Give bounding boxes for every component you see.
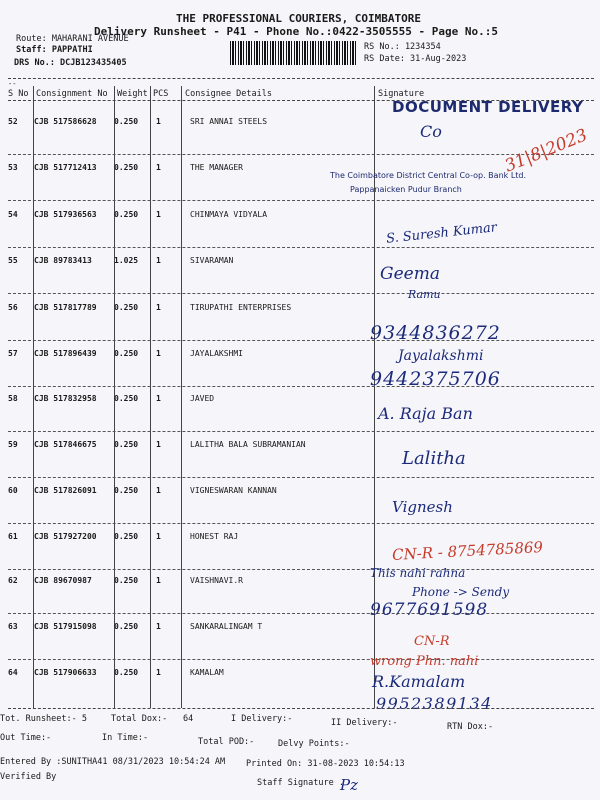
row-weight: 0.250 bbox=[114, 622, 139, 631]
document-delivery-stamp: DOCUMENT DELIVERY bbox=[392, 98, 584, 116]
row-divider bbox=[8, 293, 594, 294]
row-consignment: CJB 517915098 bbox=[34, 622, 97, 631]
row-weight: 0.250 bbox=[114, 163, 139, 172]
row-divider bbox=[8, 477, 594, 478]
row-pcs: 1 bbox=[156, 532, 161, 541]
row-pcs: 1 bbox=[156, 210, 161, 219]
rs-number: RS No.: 1234354 bbox=[364, 42, 441, 52]
row-sno: 64 bbox=[8, 668, 18, 677]
row-pcs: 1 bbox=[156, 394, 161, 403]
row-sno: 53 bbox=[8, 163, 18, 172]
row-divider bbox=[8, 613, 594, 614]
drs-number: DRS No.: DCJB123435405 bbox=[14, 58, 127, 68]
row-consignee: TIRUPATHI ENTERPRISES bbox=[190, 303, 292, 312]
route-label: Route: MAHARANI AVENUE bbox=[16, 34, 129, 44]
row-consignee: JAVED bbox=[190, 394, 215, 403]
company-title: THE PROFESSIONAL COURIERS, COIMBATORE bbox=[176, 12, 422, 25]
signature-row-58: A. Raja Ban bbox=[378, 404, 473, 423]
runsheet-title: Delivery Runsheet - P41 - Phone No.:0422-3505555 - Page No.:5 bbox=[94, 25, 498, 38]
row-consignment: CJB 517927200 bbox=[34, 532, 97, 541]
in-time: In Time:- bbox=[102, 733, 149, 743]
row-consignment: CJB 517846675 bbox=[34, 440, 97, 449]
footer-divider bbox=[8, 708, 594, 709]
row-consignee: THE MANAGER bbox=[190, 163, 243, 172]
staff-signature-label: Staff Signature . bbox=[257, 778, 344, 788]
table-row bbox=[0, 210, 600, 257]
row-pcs: 1 bbox=[156, 349, 161, 358]
row-sno: 55 bbox=[8, 256, 18, 265]
signature-row-52: Co bbox=[420, 122, 442, 141]
note-row-63-a: CN-R bbox=[414, 634, 450, 649]
row-divider bbox=[8, 523, 594, 524]
rtn-dox: RTN Dox:- bbox=[447, 722, 494, 732]
row-sno: 54 bbox=[8, 210, 18, 219]
header-dash-marks: -- bbox=[8, 80, 17, 88]
row-pcs: 1 bbox=[156, 486, 161, 495]
signature-row-55: Geema bbox=[380, 264, 440, 284]
printed-on: Printed On: 31-08-2023 10:54:13 bbox=[246, 759, 405, 769]
row-sno: 52 bbox=[8, 117, 18, 126]
row-sno: 61 bbox=[8, 532, 18, 541]
row-consignee: SANKARALINGAM T bbox=[190, 622, 263, 631]
delvy-points: Delvy Points:- bbox=[278, 739, 350, 749]
table-row bbox=[0, 256, 600, 303]
row-consignee: CHINMAYA VIDYALA bbox=[190, 210, 268, 219]
total-dox-label: Total Dox:- bbox=[111, 714, 168, 724]
phone-row-57: 9442375706 bbox=[370, 368, 501, 390]
row-consignee: VIGNESWARAN KANNAN bbox=[190, 486, 277, 495]
row-divider bbox=[8, 247, 594, 248]
row-sno: 62 bbox=[8, 576, 18, 585]
staff-signature: Pz bbox=[340, 776, 358, 794]
row-consignment: CJB 517906633 bbox=[34, 668, 97, 677]
row-pcs: 1 bbox=[156, 668, 161, 677]
row-weight: 0.250 bbox=[114, 576, 139, 585]
signature-row-54: S. Suresh Kumar bbox=[385, 220, 498, 247]
row-consignee: SIVARAMAN bbox=[190, 256, 234, 265]
row-weight: 0.250 bbox=[114, 117, 139, 126]
total-dox-value: 64 bbox=[183, 714, 194, 724]
row-weight: 0.250 bbox=[114, 210, 139, 219]
ii-delivery: II Delivery:- bbox=[331, 718, 398, 728]
row-consignment: CJB 517896439 bbox=[34, 349, 97, 358]
row-pcs: 1 bbox=[156, 576, 161, 585]
row-divider bbox=[8, 569, 594, 570]
row-consignment: CJB 517832958 bbox=[34, 394, 97, 403]
row-consignment: CJB 517817789 bbox=[34, 303, 97, 312]
col-signature: Signature bbox=[378, 89, 425, 99]
table-row bbox=[0, 622, 600, 669]
col-consignee: Consignee Details bbox=[185, 89, 272, 99]
signature-row-60: Vignesh bbox=[392, 498, 453, 516]
phone-row-62: 9677691598 bbox=[370, 600, 489, 620]
col-consignment: Consignment No bbox=[36, 89, 108, 99]
note-row-62-a: This nahi rahna bbox=[370, 566, 466, 580]
row-weight: 0.250 bbox=[114, 349, 139, 358]
row-weight: 0.250 bbox=[114, 303, 139, 312]
row-pcs: 1 bbox=[156, 256, 161, 265]
out-time: Out Time:- bbox=[0, 733, 52, 743]
row-pcs: 1 bbox=[156, 622, 161, 631]
signature-row-64: R.Kamalam bbox=[372, 672, 466, 691]
row-consignment: CJB 517936563 bbox=[34, 210, 97, 219]
staff-label: Staff: PAPPATHI bbox=[16, 45, 93, 55]
note-row-62-b: Phone -> Sendy bbox=[412, 585, 510, 599]
row-consignee: LALITHA BALA SUBRAMANIAN bbox=[190, 440, 306, 449]
row-consignment: CJB 89670987 bbox=[34, 576, 92, 585]
col-pcs: PCS bbox=[153, 89, 169, 99]
row-consignment: CJB 517586628 bbox=[34, 117, 97, 126]
row-weight: 1.025 bbox=[114, 256, 139, 265]
row-weight: 0.250 bbox=[114, 668, 139, 677]
row-consignment: CJB 517712413 bbox=[34, 163, 97, 172]
row-consignee: JAYALAKSHMI bbox=[190, 349, 243, 358]
verified-by: Verified By bbox=[0, 772, 57, 782]
signature-row-56: Ramu bbox=[408, 288, 441, 301]
row-weight: 0.250 bbox=[114, 486, 139, 495]
row-weight: 0.250 bbox=[114, 532, 139, 541]
row-pcs: 1 bbox=[156, 303, 161, 312]
row-consignment: CJB 517826091 bbox=[34, 486, 97, 495]
row-divider bbox=[8, 154, 594, 155]
row-consignee: KAMALAM bbox=[190, 668, 224, 677]
row-pcs: 1 bbox=[156, 117, 161, 126]
phone-row-64: 9952389134 bbox=[376, 694, 493, 713]
bank-stamp-line2: Pappanaicken Pudur Branch bbox=[350, 185, 462, 194]
col-sno: S No bbox=[8, 89, 29, 99]
entered-by: Entered By :SUNITHA41 08/31/2023 10:54:24 AM bbox=[0, 757, 226, 767]
table-row bbox=[0, 576, 600, 623]
row-divider bbox=[8, 200, 594, 201]
col-weight: Weight bbox=[117, 89, 148, 99]
row-divider bbox=[8, 659, 594, 660]
row-pcs: 1 bbox=[156, 440, 161, 449]
total-pod: Total POD:- bbox=[198, 737, 255, 747]
row-sno: 57 bbox=[8, 349, 18, 358]
row-divider bbox=[8, 340, 594, 341]
bank-stamp-line1: The Coimbatore District Central Co-op. Bank Ltd. bbox=[330, 171, 527, 180]
row-pcs: 1 bbox=[156, 163, 161, 172]
header-divider-top bbox=[8, 78, 594, 79]
i-delivery: I Delivery:- bbox=[231, 714, 293, 724]
row-weight: 0.250 bbox=[114, 440, 139, 449]
row-sno: 60 bbox=[8, 486, 18, 495]
row-sno: 56 bbox=[8, 303, 18, 312]
signature-row-57: Jayalakshmi bbox=[398, 348, 484, 364]
row-consignment: CJB 89783413 bbox=[34, 256, 92, 265]
signature-row-59: Lalitha bbox=[402, 448, 466, 469]
rs-date: RS Date: 31-Aug-2023 bbox=[364, 54, 467, 64]
row-consignee: VAISHNAVI.R bbox=[190, 576, 243, 585]
row-weight: 0.250 bbox=[114, 394, 139, 403]
note-row-61: CN-R - 8754785869 bbox=[391, 538, 544, 564]
date-signature-row-53: 31|8|2023 bbox=[502, 125, 591, 177]
row-sno: 59 bbox=[8, 440, 18, 449]
row-consignee: SRI ANNAI STEELS bbox=[190, 117, 268, 126]
row-consignee: HONEST RAJ bbox=[190, 532, 239, 541]
row-divider bbox=[8, 386, 594, 387]
table-row bbox=[0, 394, 600, 441]
phone-row-56: 9344836272 bbox=[370, 322, 501, 344]
row-divider bbox=[8, 431, 594, 432]
tot-runsheet: Tot. Runsheet:- 5 bbox=[0, 714, 87, 724]
row-sno: 58 bbox=[8, 394, 18, 403]
row-sno: 63 bbox=[8, 622, 18, 631]
table-row bbox=[0, 349, 600, 396]
table-row bbox=[0, 440, 600, 487]
table-row bbox=[0, 486, 600, 533]
barcode bbox=[230, 41, 358, 65]
note-row-63-b: wrong Phn. nahi bbox=[370, 654, 479, 669]
table-row bbox=[0, 303, 600, 350]
